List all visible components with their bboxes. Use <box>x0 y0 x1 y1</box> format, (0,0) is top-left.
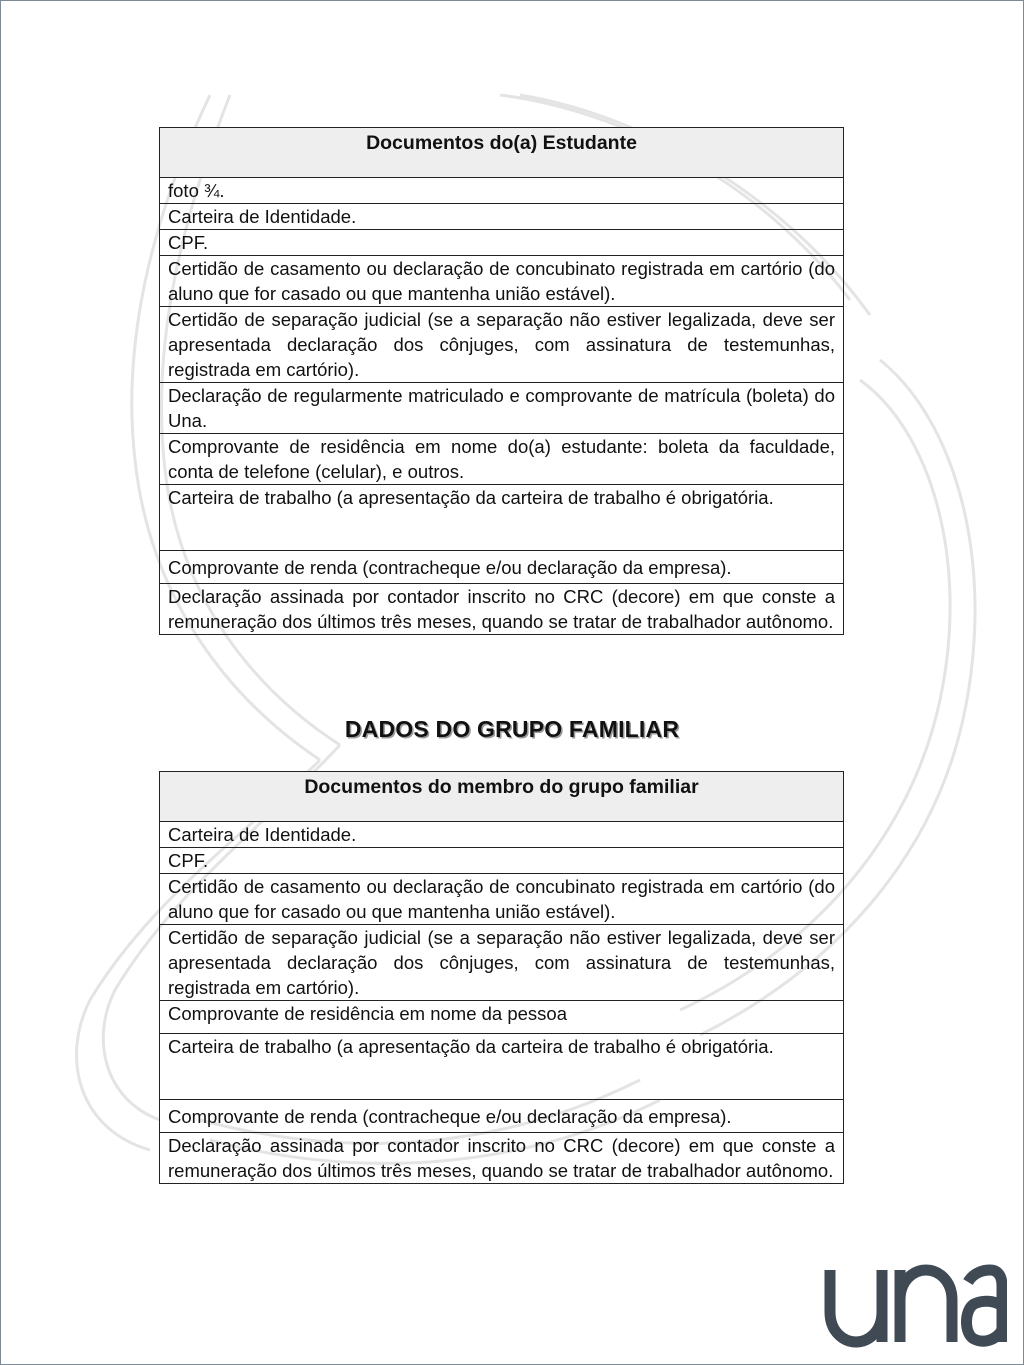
table-cell: CPF. <box>160 848 844 874</box>
table-row <box>160 230 844 256</box>
table-header-row <box>160 128 844 178</box>
table-cell: Comprovante de residência em nome da pessoa <box>160 1001 844 1034</box>
table-row <box>160 1100 844 1133</box>
table-header-row <box>160 772 844 822</box>
table-cell: Carteira de trabalho (a apresentação da carteira de trabalho é obrigatória. <box>160 485 844 551</box>
table-cell: Carteira de Identidade. <box>160 822 844 848</box>
student-documents-table <box>159 127 844 635</box>
table-row <box>160 1034 844 1100</box>
table-cell: Carteira de trabalho (a apresentação da carteira de trabalho é obrigatória. <box>160 1034 844 1100</box>
table-row <box>160 178 844 204</box>
table-row <box>160 1133 844 1184</box>
table-cell: Comprovante de renda (contracheque e/ou declaração da empresa). <box>160 1100 844 1133</box>
table-row <box>160 307 844 383</box>
table-cell: Certidão de separação judicial (se a separação não estiver legalizada, deve ser apresentada declaração dos cônjuges, com assinatura de testemunhas, registrada em cartório). <box>160 307 844 383</box>
family-documents-table <box>159 771 844 1184</box>
table-row <box>160 925 844 1001</box>
table-row <box>160 822 844 848</box>
table-header: Documentos do membro do grupo familiar <box>160 772 844 822</box>
table-cell: Certidão de separação judicial (se a separação não estiver legalizada, deve ser apresentada declaração dos cônjuges, com assinatura de testemunhas, registrada em cartório). <box>160 925 844 1001</box>
table-cell: Declaração assinada por contador inscrito no CRC (decore) em que conste a remuneração dos últimos três meses, quando se tratar de trabalhador autônomo. <box>160 1133 844 1184</box>
table-cell: Declaração de regularmente matriculado e comprovante de matrícula (boleta) do Una. <box>160 383 844 434</box>
table-cell: Declaração assinada por contador inscrito no CRC (decore) em que conste a remuneração dos últimos três meses, quando se tratar de trabalhador autônomo. <box>160 584 844 635</box>
table-cell: Comprovante de renda (contracheque e/ou declaração da empresa). <box>160 551 844 584</box>
una-logo <box>822 1264 1007 1348</box>
table-cell: foto ¾. <box>160 178 844 204</box>
table-cell: Comprovante de residência em nome do(a) estudante: boleta da faculdade, conta de telefone (celular), e outros. <box>160 434 844 485</box>
table-cell: Certidão de casamento ou declaração de concubinato registrada em cartório (do aluno que for casado ou que mantenha união estável). <box>160 874 844 925</box>
table-row <box>160 204 844 230</box>
table-row <box>160 485 844 551</box>
table-row <box>160 584 844 635</box>
section-title: DADOS DO GRUPO FAMILIAR <box>344 716 680 742</box>
table-row <box>160 434 844 485</box>
table-row <box>160 874 844 925</box>
table-row <box>160 551 844 584</box>
table-header: Documentos do(a) Estudante <box>160 128 844 178</box>
table-cell: Certidão de casamento ou declaração de concubinato registrada em cartório (do aluno que for casado ou que mantenha união estável). <box>160 256 844 307</box>
table-row <box>160 848 844 874</box>
table-row <box>160 256 844 307</box>
table-cell: Carteira de Identidade. <box>160 204 844 230</box>
table-row <box>160 1001 844 1034</box>
table-cell: CPF. <box>160 230 844 256</box>
table-row <box>160 383 844 434</box>
